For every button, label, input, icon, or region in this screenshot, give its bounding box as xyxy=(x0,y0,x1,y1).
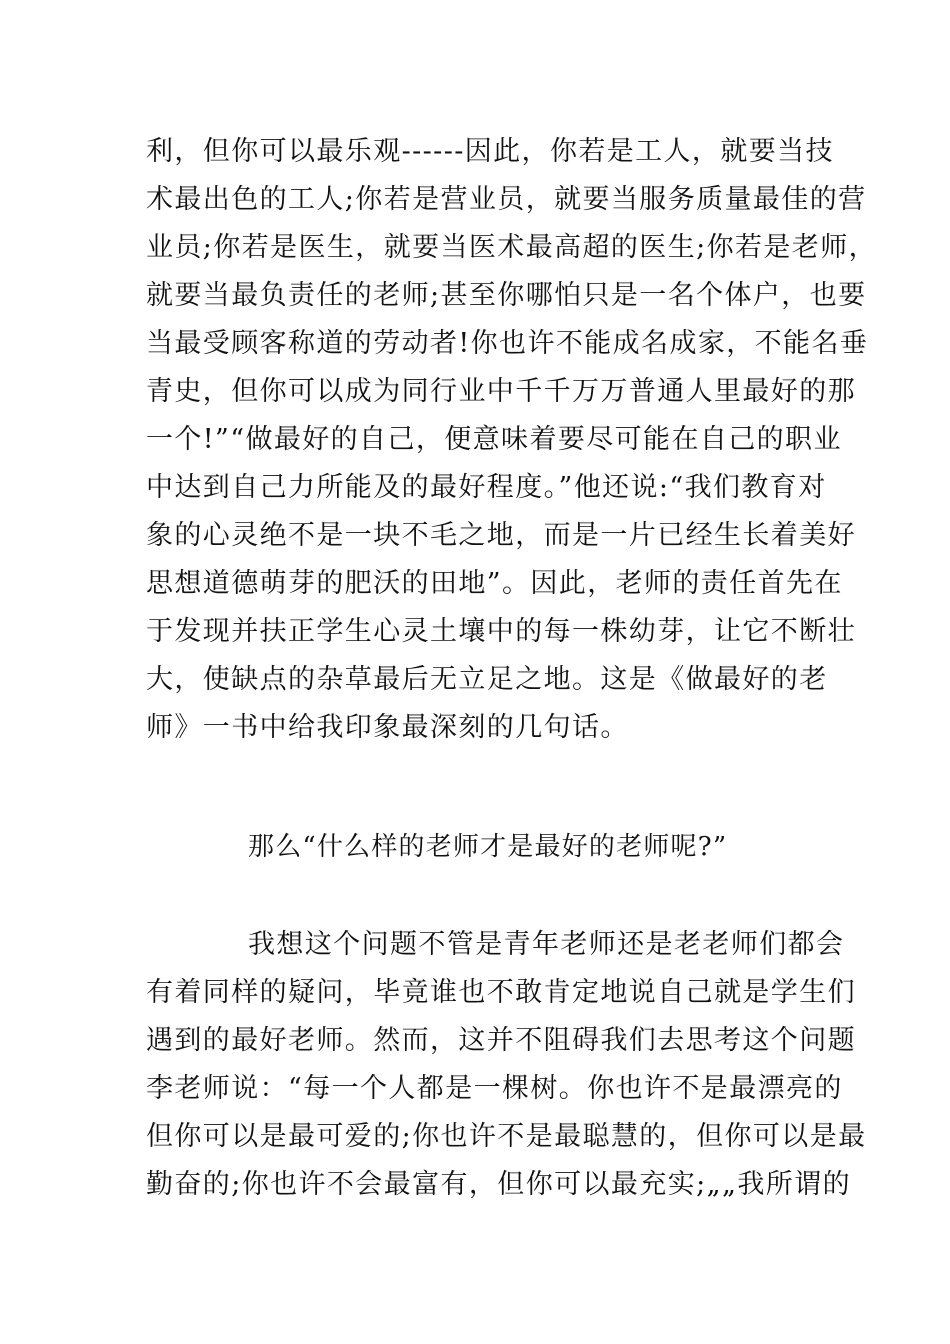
section-heading: 那么“什么样的老师才是最好的老师呢?” xyxy=(248,832,728,862)
text-line: 象的心灵绝不是一块不毛之地，而是一片已经生长着美好 xyxy=(146,520,856,551)
text-line: 思想道德萌芽的肥沃的田地”。因此，老师的责任首先在 xyxy=(146,568,843,599)
text-line: 中达到自己力所能及的最好程度。”他还说:“我们教育对 xyxy=(146,472,827,503)
text-line: 术最出色的工人;你若是营业员，就要当服务质量最佳的营 xyxy=(146,184,867,215)
text-line: 大，使缺点的杂草最后无立足之地。这是《做最好的老 xyxy=(146,664,828,695)
text-line: 有着同样的疑问，毕竟谁也不敢肯定地说自己就是学生们 xyxy=(146,977,856,1008)
text-line: 业员;你若是医生，就要当医术最高超的医生;你若是老师， xyxy=(146,232,877,263)
text-line: 就要当最负责任的老师;甚至你哪怕只是一名个体户，也要 xyxy=(146,280,867,311)
text-line: 于发现并扶正学生心灵土壤中的每一株幼芽，让它不断壮 xyxy=(146,616,856,647)
text-line: 师》一书中给我印象最深刻的几句话。 xyxy=(146,712,629,743)
text-line: 李老师说：“每一个人都是一棵树。你也许不是最漂亮的 xyxy=(146,1073,843,1104)
text-line: 但你可以是最可爱的;你也许不是最聪慧的，但你可以是最 xyxy=(146,1121,867,1152)
text-line: 我想这个问题不管是青年老师还是老老师们都会 xyxy=(248,929,845,960)
text-line: 一个!”“做最好的自己，便意味着要尽可能在自己的职业 xyxy=(146,424,842,455)
text-line: 青史，但你可以成为同行业中千千万万普通人里最好的那 xyxy=(146,376,856,407)
text-line: 遇到的最好老师。然而，这并不阻碍我们去思考这个问题 xyxy=(146,1025,856,1056)
text-line: 勤奋的;你也许不会最富有，但你可以最充实;„„我所谓的 xyxy=(146,1169,851,1200)
text-line: 当最受顾客称道的劳动者!你也许不能成名成家，不能名垂 xyxy=(146,328,869,359)
text-line: 利，但你可以最乐观------因此，你若是工人，就要当技 xyxy=(146,136,834,167)
